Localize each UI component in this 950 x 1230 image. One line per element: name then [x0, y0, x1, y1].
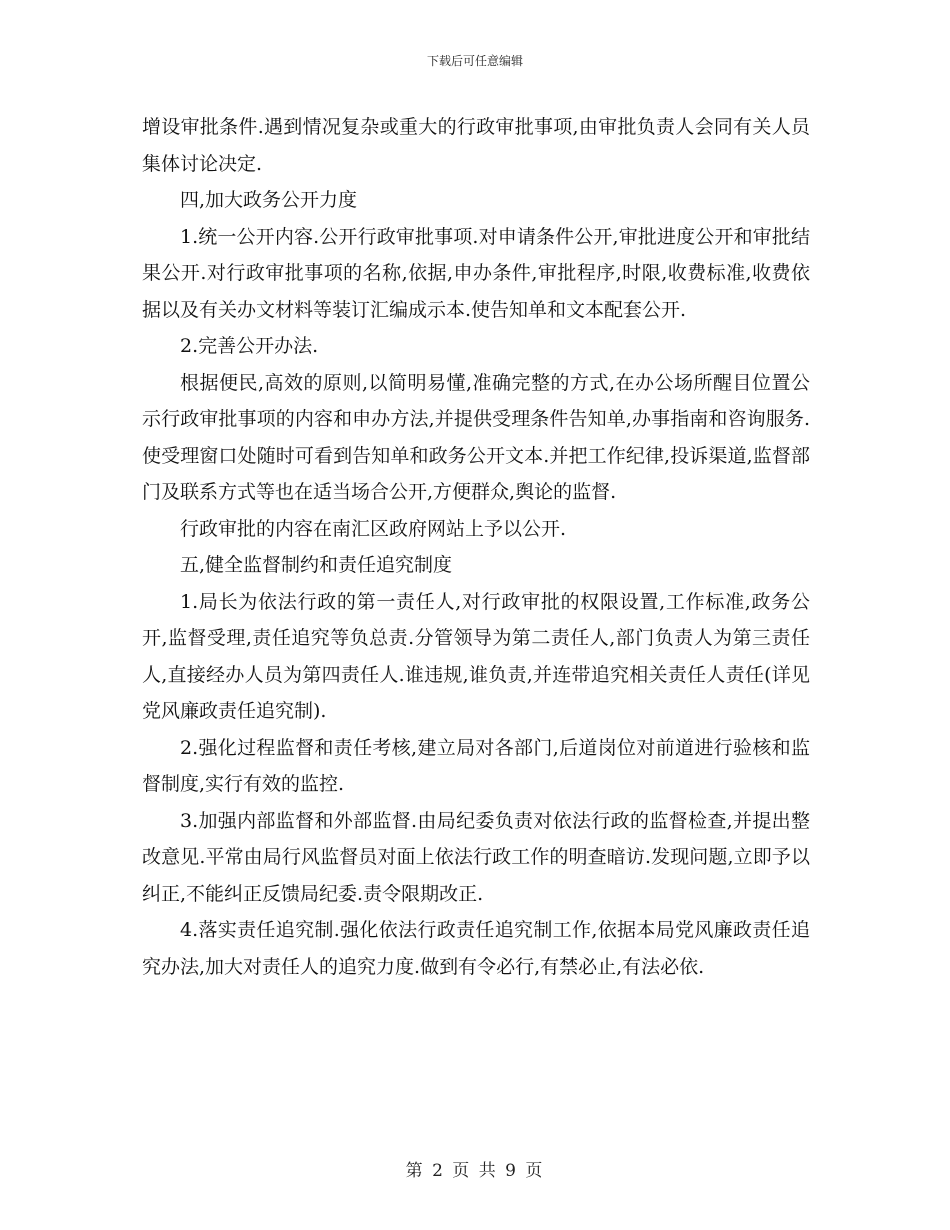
paragraph-5: 行政审批的内容在南汇区政府网站上予以公开. — [180, 517, 567, 540]
paragraph-7: 2.强化过程监督和责任考核,建立局对各部门,后道岗位对前道进行验核和监督制度,实行有效的监控. — [142, 736, 810, 795]
document-body — [142, 109, 810, 985]
paragraph-3: 2.完善公开办法. — [180, 335, 319, 357]
page-header: 下载后可任意编辑 — [426, 54, 523, 68]
paragraph-9: 4.落实责任追究制.强化依法行政责任追究制工作,依据本局党风廉政责任追究办法,加大对责任人的追究力度.做到有令必行,有禁必止,有法必依. — [142, 919, 810, 978]
paragraph-8: 3.加强内部监督和外部监督.由局纪委负责对依法行政的监督检查,并提出整改意见.平常由局行风监督员对面上依法行政工作的明查暗访.发现问题,立即予以纠正,不能纠正反馈局纪委.责令限期改正. — [142, 809, 810, 905]
section-heading-4: 四,加大政务公开力度 — [180, 189, 358, 211]
paragraph-2: 1.统一公开内容.公开行政审批事项.对申请条件公开,审批进度公开和审批结果公开.对行政审批事项的名称,依据,申办条件,审批程序,时限,收费标准,收费依据以及有关办文材料等装订汇编成示本.使告知单和文本配套公开. — [142, 225, 810, 321]
paragraph-4: 根据便民,高效的原则,以简明易懂,准确完整的方式,在办公场所醒目位置公示行政审批事项的内容和申办方法,并提供受理条件告知单,办事指南和咨询服务.使受理窗口处随时可看到告知单和政务公开文本.并把工作纪律,投诉渠道,监督部门及联系方式等也在适当场合公开,方便群众,舆论的监督. — [142, 371, 810, 503]
paragraph-1: 增设审批条件.遇到情况复杂或重大的行政审批事项,由审批负责人会同有关人员集体讨论决定. — [142, 116, 810, 175]
page-number-footer: 第 2 页 共 9 页 — [405, 1161, 545, 1181]
section-heading-5: 五,健全监督制约和责任追究制度 — [180, 554, 453, 576]
paragraph-6: 1.局长为依法行政的第一责任人,对行政审批的权限设置,工作标准,政务公开,监督受理,责任追究等负总责.分管领导为第二责任人,部门负责人为第三责任人,直接经办人员为第四责任人.谁违规,谁负责,并连带追究相关责任人责任(详见党风廉政责任追究制). — [142, 590, 810, 722]
